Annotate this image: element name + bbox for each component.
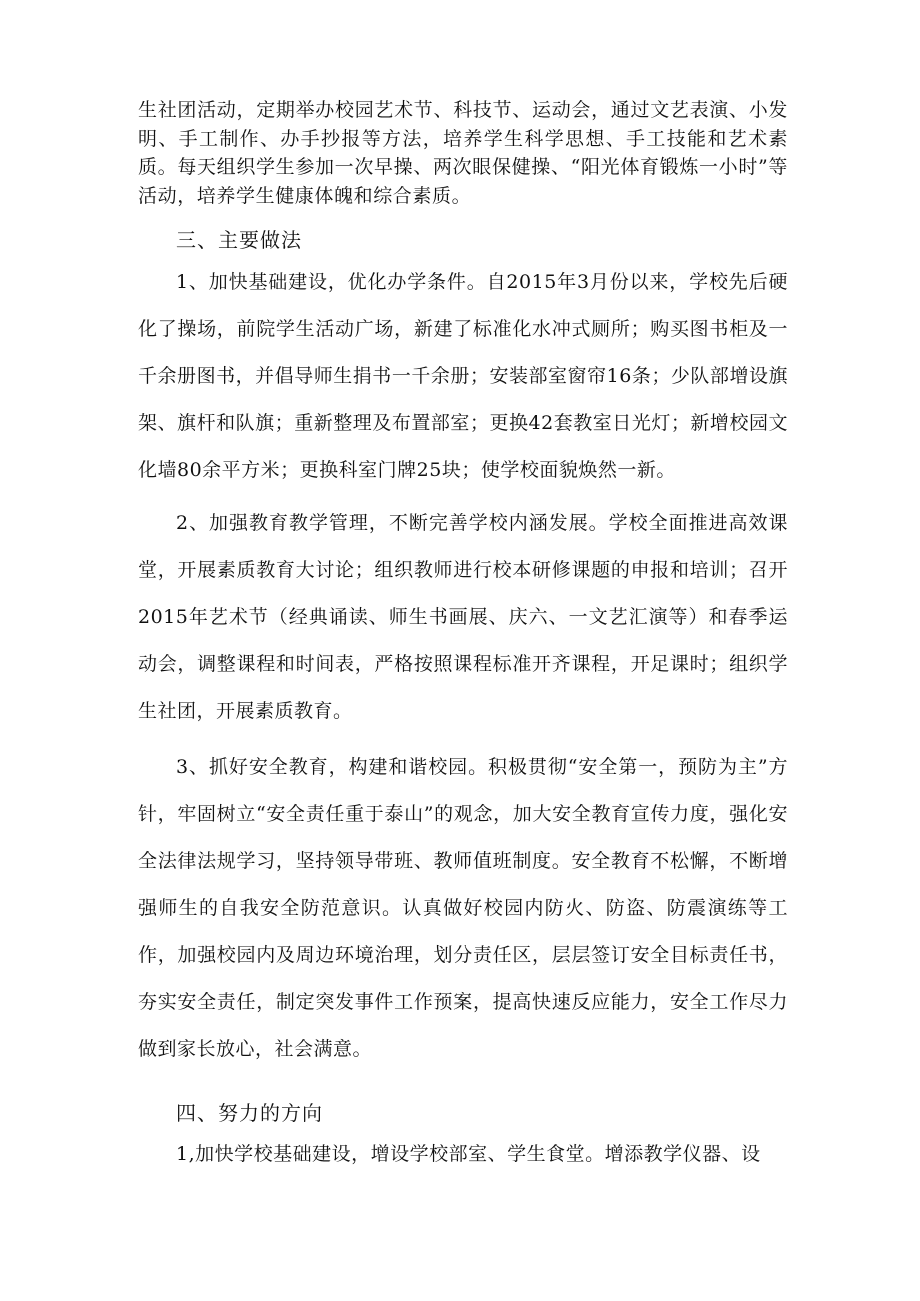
- paragraph-safety-education: 3、抓好安全教育，构建和谐校园。积极贯彻“安全第一，预防为主”方针，牢固树立“安全责任重于泰山”的观念，加大安全教育宣传力度，强化安全法律法规学习，坚持领导带班、教师值班制度。安全教育不松懈，不断增强师生的自我安全防范意识。认真做好校园内防火、防盗、防震演练等工作，加强校园内及周边环境治理，划分责任区，层层签订安全目标责任书，夯实安全责任，制定突发事件工作预案，提高快速反应能力，安全工作尽力做到家长放心，社会满意。: [138, 756, 788, 1060]
- paragraph-future-infrastructure: 1,加快学校基础建设，增设学校部室、学生食堂。增添教学仪器、设: [176, 1143, 761, 1165]
- section-heading-main-practices: 三、主要做法: [176, 228, 302, 252]
- intro-paragraph: 生社团活动，定期举办校园艺术节、科技节、运动会，通过文艺表演、小发明、手工制作、办手抄报等方法，培养学生科学思想、手工技能和艺术素质。每天组织学生参加一次早操、两次眼保健操、“阳光体育锻炼一小时”等活动，培养学生健康体魄和综合素质。: [138, 99, 788, 207]
- paragraph-infrastructure: 1、加快基础建设，优化办学条件。自2015年3月份以来，学校先后硬化了操场，前院学生活动广场，新建了标准化水冲式厕所；购买图书柜及一千余册图书，并倡导师生捐书一千余册；安装部室窗帘16条；少队部增设旗架、旗杆和队旗；重新整理及布置部室；更换42套教室日光灯；新增校园文化墙80余平方米；更换科室门牌25块；使学校面貌焕然一新。: [138, 271, 788, 481]
- section-heading-future-direction: 四、努力的方向: [176, 1101, 323, 1125]
- paragraph-teaching-management: 2、加强教育教学管理，不断完善学校内涵发展。学校全面推进高效课堂，开展素质教育大讨论；组织教师进行校本研修课题的申报和培训；召开2015年艺术节（经典诵读、师生书画展、庆六、一文艺汇演等）和春季运动会，调整课程和时间表，严格按照课程标准开齐课程，开足课时；组织学生社团，开展素质教育。: [138, 512, 788, 722]
